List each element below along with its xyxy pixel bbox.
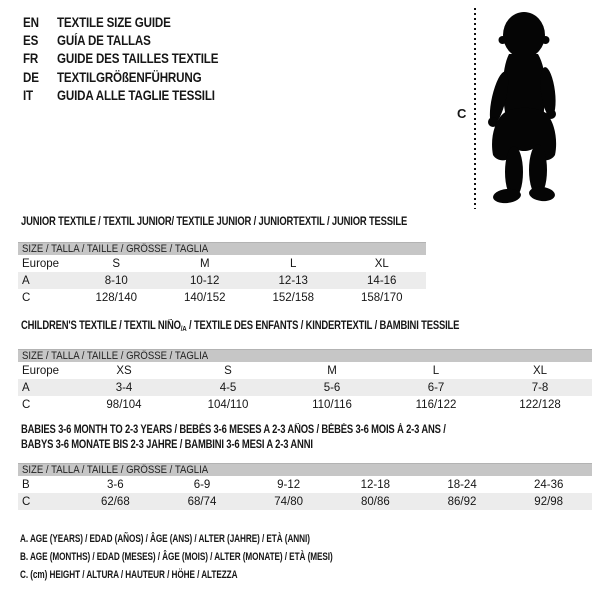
- lang-code-en: EN: [23, 14, 39, 30]
- size-table-children: [18, 349, 592, 413]
- legend-item-b: B. AGE (MONTHS) / EDAD (MESES) / ÂGE (MOIS) / ALTER (MONATE) / ETÀ (MESI): [20, 551, 333, 564]
- row-label: A: [22, 274, 30, 287]
- row-label: C: [22, 398, 31, 411]
- legend-item-c: C. (cm) HEIGHT / ALTURA / HAUTEUR / HÖHE / ALTEZZA: [20, 569, 238, 582]
- table-row-height: C 62/68 68/74 74/80 80/86 86/92 92/98: [18, 493, 592, 510]
- lang-title-de: TEXTILGRÖßENFÜHRUNG: [57, 69, 202, 85]
- size-table-babies: [18, 463, 592, 510]
- size-table-junior: [18, 242, 426, 306]
- legend: [20, 533, 431, 588]
- table-row-height: C 98/104 104/110 110/116 116/122 122/128: [18, 396, 592, 413]
- table-row-europe: Europe S M L XL: [18, 255, 426, 272]
- table-row-height: C 128/140 140/152 152/158 158/170: [18, 289, 426, 306]
- row-label: C: [22, 495, 31, 508]
- row-label: Europe: [22, 257, 60, 270]
- lang-code-fr: FR: [23, 51, 39, 67]
- table-row-age: A 3-4 4-5 5-6 6-7 7-8: [18, 379, 592, 396]
- section-title-babies: BABIES 3-6 MONTH TO 2-3 YEARS / BEBÉS 3-6 MESES A 2-3 AÑOS / BÉBÉS 3-6 MOIS À 2-3 ANS / BABYS 3-6 MONATE BIS 2-3 JAHRE / BAMBINI 3-6 MESI A 2-3 ANNI: [21, 424, 446, 451]
- lang-row-de: [23, 68, 245, 86]
- row-label: Europe: [22, 364, 60, 377]
- height-reference-dotted-line: [474, 8, 476, 209]
- lang-row-en: [23, 13, 245, 31]
- size-table-header: SIZE / TALLA / TAILLE / GRÖSSE / TAGLIA: [18, 349, 592, 362]
- language-title-list: [23, 13, 245, 105]
- lang-code-de: DE: [23, 69, 39, 85]
- lang-code-es: ES: [23, 33, 39, 49]
- section-title-junior: JUNIOR TEXTILE / TEXTIL JUNIOR/ TEXTILE JUNIOR / JUNIORTEXTIL / JUNIOR TESSILE: [21, 216, 408, 228]
- lang-row-es: [23, 31, 245, 49]
- row-label: C: [22, 291, 31, 304]
- section-title-children: CHILDREN'S TEXTILE / TEXTIL $NIÑO_{/A}$ / TEXTILE DES ENFANTS / KINDERTEXTIL / BAMBINI TESSILE: [21, 320, 460, 333]
- size-table-header: SIZE / TALLA / TAILLE / GRÖSSE / TAGLIA: [18, 242, 426, 255]
- height-label-c: C: [457, 106, 467, 121]
- table-row-europe: Europe XS S M L XL: [18, 362, 592, 379]
- row-label: B: [22, 478, 30, 491]
- lang-title-fr: GUIDE DES TAILLES TEXTILE: [57, 51, 219, 67]
- lang-code-it: IT: [23, 88, 33, 104]
- legend-item-a: A. AGE (YEARS) / EDAD (AÑOS) / ÂGE (ANS) / ALTER (JAHRE) / ETÀ (ANNI): [20, 533, 310, 545]
- table-row-months: B 3-6 6-9 9-12 12-18 18-24 24-36: [18, 476, 592, 493]
- lang-title-es: GUÍA DE TALLAS: [57, 33, 151, 49]
- subscript-a: /A: [180, 324, 187, 333]
- lang-title-en: TEXTILE SIZE GUIDE: [57, 14, 171, 30]
- lang-row-fr: [23, 50, 245, 68]
- baby-silhouette-icon: [483, 10, 565, 206]
- size-table-header: SIZE / TALLA / TAILLE / GRÖSSE / TAGLIA: [18, 463, 592, 476]
- table-row-age: A 8-10 10-12 12-13 14-16: [18, 272, 426, 289]
- lang-title-it: GUIDA ALLE TAGLIE TESSILI: [57, 88, 215, 104]
- lang-row-it: [23, 87, 245, 105]
- row-label: A: [22, 381, 30, 394]
